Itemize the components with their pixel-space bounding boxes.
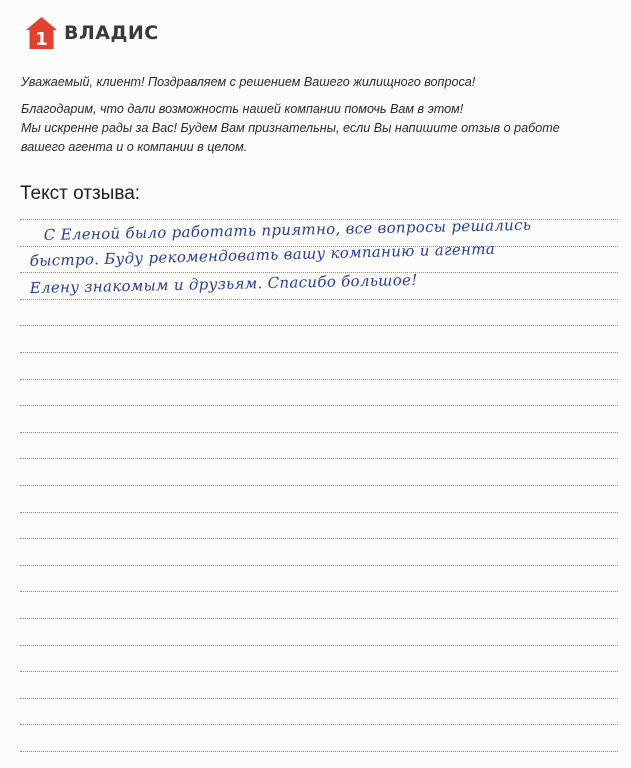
brand-name: ВЛАДИС [64,22,159,44]
intro-greeting: Уважаемый, клиент! Поздравляем с решением Вашего жилищного вопроса! [21,75,476,89]
logo-glyph: 1 [35,29,48,50]
ruled-line [20,379,618,380]
ruled-line [20,352,618,353]
ruled-line [20,671,618,672]
ruled-line [20,485,618,486]
handwritten-line-2: быстро. Буду рекомендовать вашу компанию и агента [29,239,496,270]
ruled-line [20,724,618,725]
ruled-line [20,698,618,699]
ruled-line [20,645,618,646]
intro-request-cont: вашего агента и о компании в целом. [21,140,248,154]
ruled-line [20,538,618,539]
ruled-line [20,591,618,592]
intro-request: Мы искренне рады за Вас! Будем Вам признательны, если Вы напишите отзыв о работе [21,121,560,135]
ruled-line [20,512,618,513]
ruled-lines [20,0,618,768]
ruled-line [20,618,618,619]
ruled-line [20,751,618,752]
handwritten-line-1: С Еленой было работать приятно, все вопросы решались [43,215,532,244]
ruled-line [20,299,618,300]
intro-thanks: Благодарим, что дали возможность нашей компании помочь Вам в этом! [21,102,464,116]
ruled-line [20,458,618,459]
handwritten-line-3: Елену знакомым и друзьям. Спасибо большое! [29,270,418,297]
ruled-line [20,405,618,406]
ruled-line [20,432,618,433]
ruled-line [20,565,618,566]
ruled-line [20,325,618,326]
review-heading: Текст отзыва: [20,183,141,204]
